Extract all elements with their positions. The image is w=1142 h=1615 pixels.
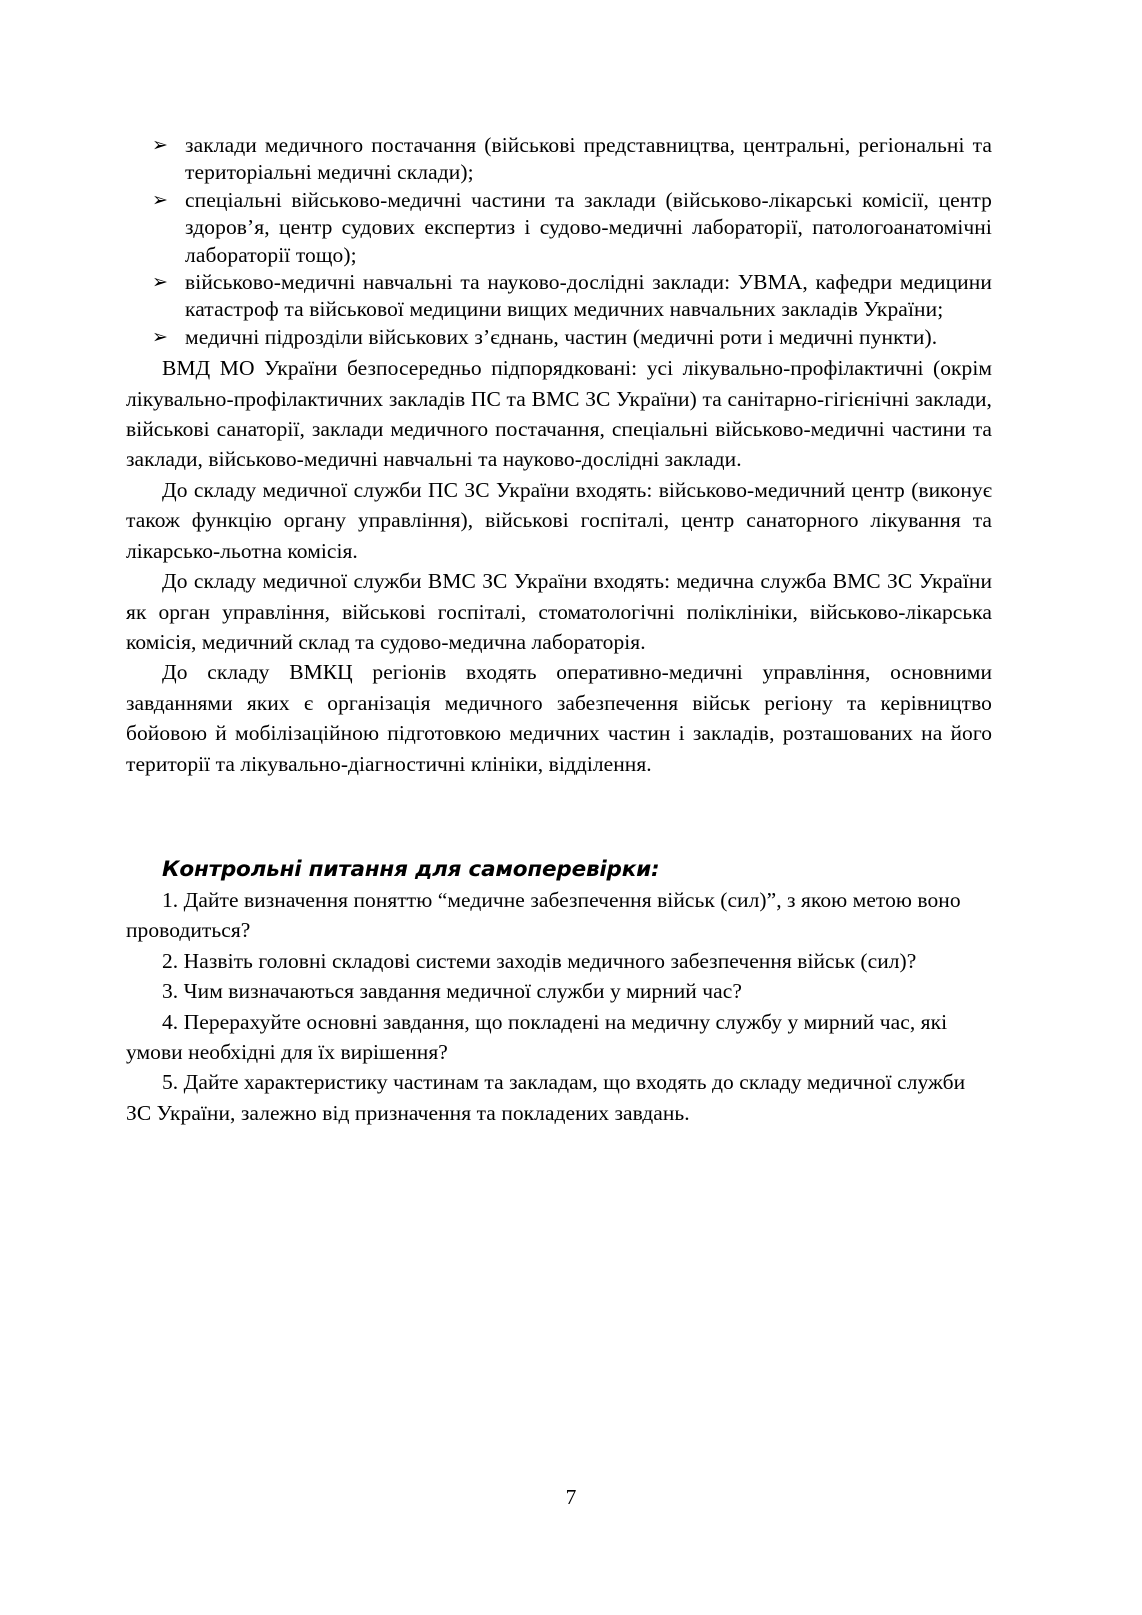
arrowhead-bullet-icon: ➢ — [152, 134, 169, 156]
page-content — [126, 132, 992, 1128]
list-item-text: медичні підрозділи військових з’єднань, частин (медичні роти і медичні пункти). — [185, 324, 938, 349]
body-paragraph: ВМД МО України безпосередньо підпорядковані: усі лікувально-профілактичні (окрім лікувально-профілактичних закладів ПС та ВМС ЗС України) та санітарно-гігієнічні заклади, військові санаторії, заклади медичного постачання, спеціальні військово-медичні частини та заклади, військово-медичні навчальні та науково-дослідні заклади. — [126, 356, 992, 472]
list-item-text: спеціальні військово-медичні частини та заклади (військово-лікарські комісії, центр здоров’я, центр судових експертиз і судово-медичні лабораторії, патологоанатомічні лабораторії тощо); — [185, 187, 992, 267]
list-item — [126, 132, 992, 187]
list-item-text: заклади медичного постачання (військові представництва, центральні, регіональні та територіальні медичні склади); — [185, 133, 992, 185]
section-heading-self-check: Контрольні питання для самоперевірки: — [162, 856, 660, 882]
page-number: 7 — [565, 1485, 577, 1509]
question-item: 2. Назвіть головні складові системи заходів медичного забезпечення військ (сил)? — [162, 948, 917, 973]
section-spacer — [126, 779, 992, 855]
question-item: 4. Перерахуйте основні завдання, що покладені на медичну службу у мирний час, які умови необхідні для їх вирішення? — [126, 1009, 948, 1064]
question-item: 3. Чим визначаються завдання медичної служби у мирний час? — [162, 979, 742, 1004]
question-item: 5. Дайте характеристику частинам та закладам, що входять до складу медичної служби ЗС України, залежно від призначення та покладених завдань. — [126, 1070, 966, 1125]
question-item: 1. Дайте визначення поняттю “медичне забезпечення військ (сил)”, з якою метою воно проводиться? — [126, 887, 961, 943]
list-item-text: військово-медичні навчальні та науково-дослідні заклади: УВМА, кафедри медицини катастроф та військової медицини вищих медичних навчальних закладів України; — [185, 270, 992, 322]
list-item — [126, 269, 992, 324]
body-paragraph: До складу медичної служби ВМС ЗС України входять: медична служба ВМС ЗС України як орган управління, військові госпіталі, стоматологічні поліклініки, військово-лікарська комісія, медичний склад та судово-медична лабораторія. — [126, 569, 992, 654]
facility-types-list — [126, 132, 992, 351]
body-paragraph: До складу ВМКЦ регіонів входять оперативно-медичні управління, основними завданнями яких є організація медичного забезпечення військ регіону та керівництво бойовою й мобілізаційною підготовкою медичних частин і закладів, розташованих на його території та лікувально-діагностичні клініки, відділення. — [126, 660, 992, 776]
arrowhead-bullet-icon: ➢ — [152, 271, 169, 294]
list-item — [126, 187, 992, 269]
arrowhead-bullet-icon: ➢ — [152, 325, 169, 348]
body-paragraph: До складу медичної служби ПС ЗС України входять: військово-медичний центр (виконує також функцію органу управління), військові госпіталі, центр санаторного лікування та лікарсько-льотна комісія. — [126, 477, 992, 563]
arrowhead-bullet-icon: ➢ — [152, 188, 169, 211]
list-item — [126, 324, 992, 351]
